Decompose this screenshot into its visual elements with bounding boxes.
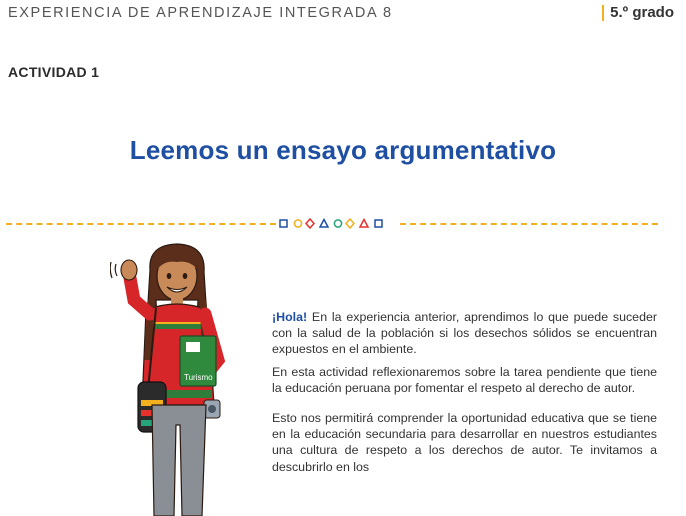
paragraph-1-text: En la experiencia anterior, aprendimos lo que puede suceder con la salud de la población si los desechos sólidos se encuentran expuestos en el ambiente.	[272, 310, 657, 357]
paragraph-1	[272, 309, 657, 358]
intro-text	[272, 309, 657, 481]
square-shape	[280, 220, 287, 227]
book-label: Turismo	[184, 373, 213, 382]
grade-label	[602, 4, 674, 21]
divider-shapes	[279, 217, 397, 231]
diamond-shape	[346, 219, 354, 228]
paragraph-3: Esto nos permitirá comprender la oportunidad educativa que se tiene en la educación secundaria para desarrollar en nuestros estudiantes una cultura de respeto a los derechos de autor. Te invitamos a descubrirlo en los	[272, 411, 657, 474]
divider-right	[400, 223, 658, 225]
square-shape	[375, 220, 382, 227]
divider-left	[6, 223, 276, 225]
circle-shape	[294, 220, 301, 227]
activity-label: ACTIVIDAD 1	[8, 64, 100, 80]
paragraph-2: En esta actividad reflexionaremos sobre la tarea pendiente que tiene la educación peruana por fomentar el respeto al derecho de autor.	[272, 364, 657, 395]
triangle-shape	[320, 220, 328, 228]
circle-shape	[334, 220, 341, 227]
experience-title: EXPERIENCIA DE APRENDIZAJE INTEGRADA 8	[8, 5, 393, 21]
triangle-shape	[360, 220, 368, 228]
greeting: ¡Hola!	[272, 310, 308, 324]
student-illustration	[110, 240, 245, 516]
diamond-shape	[306, 219, 314, 228]
page-title: Leemos un ensayo argumentativo	[129, 135, 557, 165]
grade-accent-bar	[602, 5, 604, 21]
grade-text: 5.º grado	[610, 4, 674, 21]
